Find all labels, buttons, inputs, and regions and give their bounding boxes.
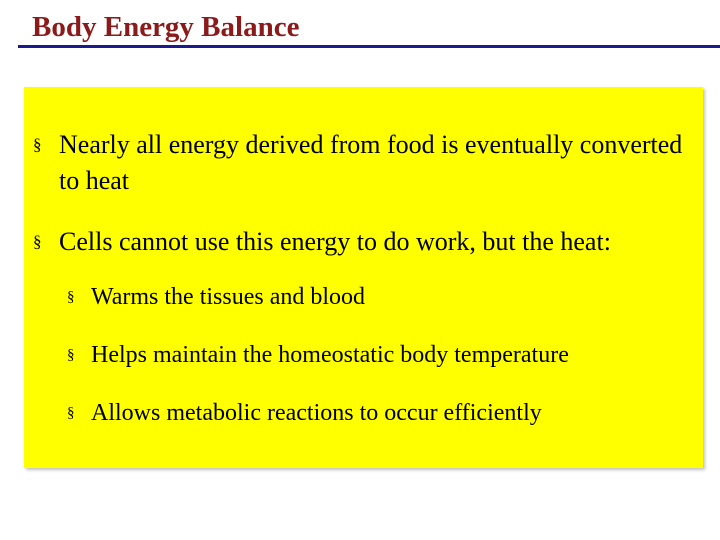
title-underline — [18, 45, 720, 48]
slide-title: Body Energy Balance — [32, 11, 300, 43]
bullet-mark-icon: § — [67, 405, 75, 421]
bullet-mark-icon: § — [33, 232, 42, 251]
content-box — [24, 87, 703, 468]
bullet-text: Cells cannot use this energy to do work, but the heat: — [59, 227, 611, 256]
sub-bullet-item — [67, 279, 365, 315]
bullet-item — [33, 127, 693, 199]
sub-bullet-text: Warms the tissues and blood — [91, 284, 366, 310]
bullet-item — [33, 224, 701, 260]
sub-bullet-item — [67, 395, 542, 431]
sub-bullet-text: Allows metabolic reactions to occur efficiently — [91, 400, 542, 426]
bullet-mark-icon: § — [67, 347, 75, 363]
bullet-text: Nearly all energy derived from food is eventually converted to heat — [59, 130, 683, 195]
bullet-mark-icon: § — [67, 289, 75, 305]
bullet-mark-icon: § — [33, 135, 42, 154]
sub-bullet-item — [67, 337, 569, 373]
sub-bullet-text: Helps maintain the homeostatic body temperature — [91, 342, 569, 368]
